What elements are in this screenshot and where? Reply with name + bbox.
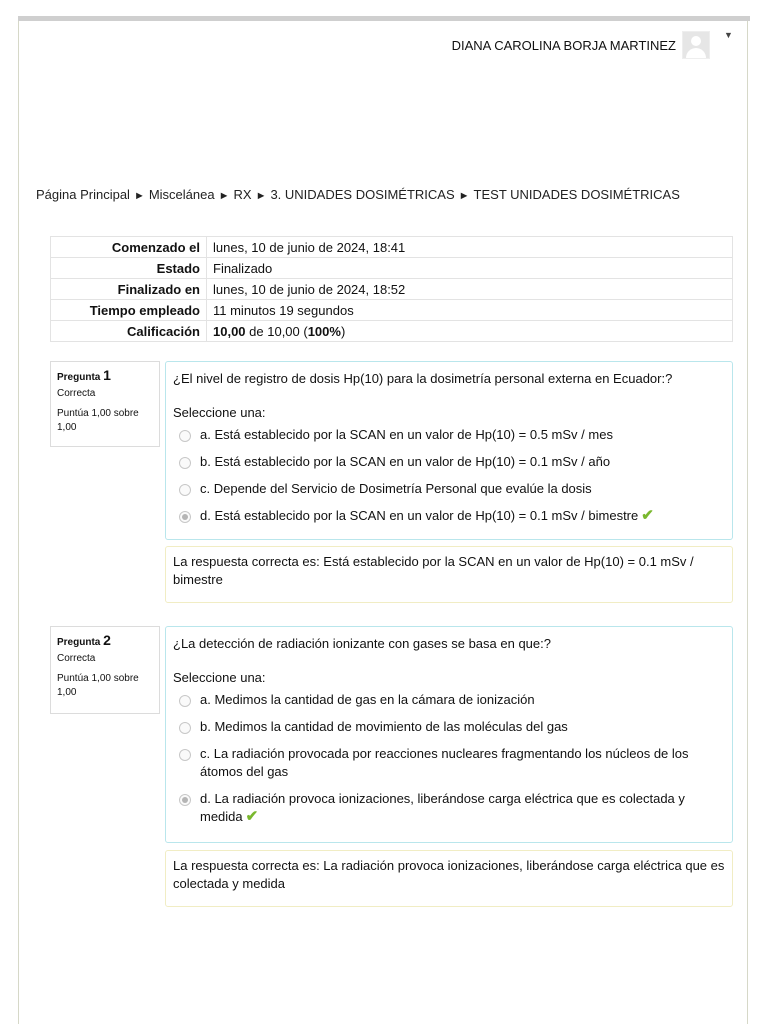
checkmark-icon: ✔ [641, 507, 654, 524]
summary-row-finished [51, 279, 733, 300]
breadcrumb-separator-icon: ► [255, 190, 267, 202]
grade-of: de 10,00 ( [245, 323, 308, 339]
answer-option-label: a. Medimos la cantidad de gas en la cámara de ionización [200, 692, 535, 707]
question-label: Pregunta [57, 372, 101, 383]
answer-option-label: a. Está establecido por la SCAN en un valor de Hp(10) = 0.5 mSv / mes [200, 427, 613, 442]
summary-label: Calificación [51, 321, 207, 342]
breadcrumb-separator-icon: ► [218, 190, 230, 202]
user-menu[interactable] [452, 31, 710, 59]
question-info [50, 626, 160, 714]
radio-button[interactable] [179, 749, 191, 761]
answer-option[interactable] [173, 691, 725, 709]
question-grade: Puntúa 1,00 sobre 1,00 [57, 408, 139, 433]
breadcrumb-unidades[interactable]: 3. UNIDADES DOSIMÉTRICAS [270, 187, 455, 202]
question-grade: Puntúa 1,00 sobre 1,00 [57, 673, 139, 698]
summary-value: lunes, 10 de junio de 2024, 18:52 [207, 279, 733, 300]
answer-option-label: d. La radiación provoca ionizaciones, liberándose carga eléctrica que es colectada y medida [200, 791, 685, 824]
radio-button[interactable] [179, 722, 191, 734]
summary-row-time [51, 300, 733, 321]
grade-close: ) [340, 323, 346, 339]
answer-option[interactable] [173, 745, 725, 781]
attempt-summary-table [50, 236, 733, 342]
question-content [165, 626, 733, 843]
breadcrumb [36, 187, 680, 202]
summary-value: Finalizado [207, 258, 733, 279]
answer-prompt: Seleccione una: [173, 405, 266, 420]
question-number: 1 [103, 367, 111, 383]
answer-option[interactable] [173, 426, 725, 444]
answer-option[interactable] [173, 718, 725, 736]
summary-label: Tiempo empleado [51, 300, 207, 321]
answer-option-label: c. Depende del Servicio de Dosimetría Personal que evalúe la dosis [200, 481, 592, 496]
radio-button-selected[interactable] [179, 511, 191, 523]
answer-option-selected[interactable] [173, 790, 725, 826]
radio-button[interactable] [179, 430, 191, 442]
answer-option[interactable] [173, 480, 725, 498]
breadcrumb-separator-icon: ► [458, 190, 470, 202]
question-number: 2 [103, 632, 111, 648]
chevron-down-icon[interactable]: ▼ [724, 30, 733, 40]
radio-button-selected[interactable] [179, 794, 191, 806]
feedback-box [165, 546, 733, 603]
answer-option-label: b. Está establecido por la SCAN en un valor de Hp(10) = 0.1 mSv / año [200, 454, 611, 469]
answer-option-selected[interactable] [173, 507, 725, 525]
summary-row-state [51, 258, 733, 279]
summary-value: lunes, 10 de junio de 2024, 18:41 [207, 237, 733, 258]
question-text: ¿La detección de radiación ionizante con gases se basa en que:? [173, 636, 551, 651]
question-text: ¿El nivel de registro de dosis Hp(10) para la dosimetría personal externa en Ecuador:? [173, 371, 673, 386]
breadcrumb-rx[interactable]: RX [233, 187, 252, 202]
breadcrumb-separator-icon: ► [133, 190, 145, 202]
question-info [50, 361, 160, 447]
summary-value [207, 321, 733, 342]
question-content [165, 361, 733, 540]
breadcrumb-miscelanea[interactable]: Miscelánea [148, 187, 215, 202]
feedback-box [165, 850, 733, 907]
question-state: Correcta [57, 653, 96, 664]
breadcrumb-test[interactable]: TEST UNIDADES DOSIMÉTRICAS [473, 187, 680, 202]
summary-row-started [51, 237, 733, 258]
radio-button[interactable] [179, 695, 191, 707]
radio-button[interactable] [179, 484, 191, 496]
summary-value: 11 minutos 19 segundos [207, 300, 733, 321]
radio-button[interactable] [179, 457, 191, 469]
checkmark-icon: ✔ [245, 808, 259, 825]
summary-label: Estado [51, 258, 207, 279]
feedback-text: La respuesta correcta es: Está establecido por la SCAN en un valor de Hp(10) = 0.1 mSv / bimestre [173, 554, 694, 587]
user-avatar-icon[interactable] [682, 31, 710, 59]
question-label: Pregunta [57, 637, 101, 648]
answer-option[interactable] [173, 453, 725, 471]
breadcrumb-home[interactable]: Página Principal [36, 187, 130, 202]
question-state: Correcta [57, 388, 96, 399]
answer-option-label: c. La radiación provocada por reacciones nucleares fragmentando los núcleos de los átomos del gas [200, 746, 689, 779]
grade-score: 10,00 [213, 323, 246, 339]
grade-percent: 100% [307, 323, 341, 339]
feedback-text: La respuesta correcta es: La radiación provoca ionizaciones, liberándose carga eléctrica que es colectada y medida [173, 858, 725, 891]
answer-option-label: b. Medimos la cantidad de movimiento de las moléculas del gas [200, 719, 568, 734]
answer-prompt: Seleccione una: [173, 670, 266, 685]
summary-label: Finalizado en [51, 279, 207, 300]
summary-row-grade [51, 321, 733, 342]
user-name[interactable]: DIANA CAROLINA BORJA MARTINEZ [451, 37, 676, 53]
answer-option-label: d. Está establecido por la SCAN en un valor de Hp(10) = 0.1 mSv / bimestre [200, 508, 639, 523]
summary-label: Comenzado el [51, 237, 207, 258]
